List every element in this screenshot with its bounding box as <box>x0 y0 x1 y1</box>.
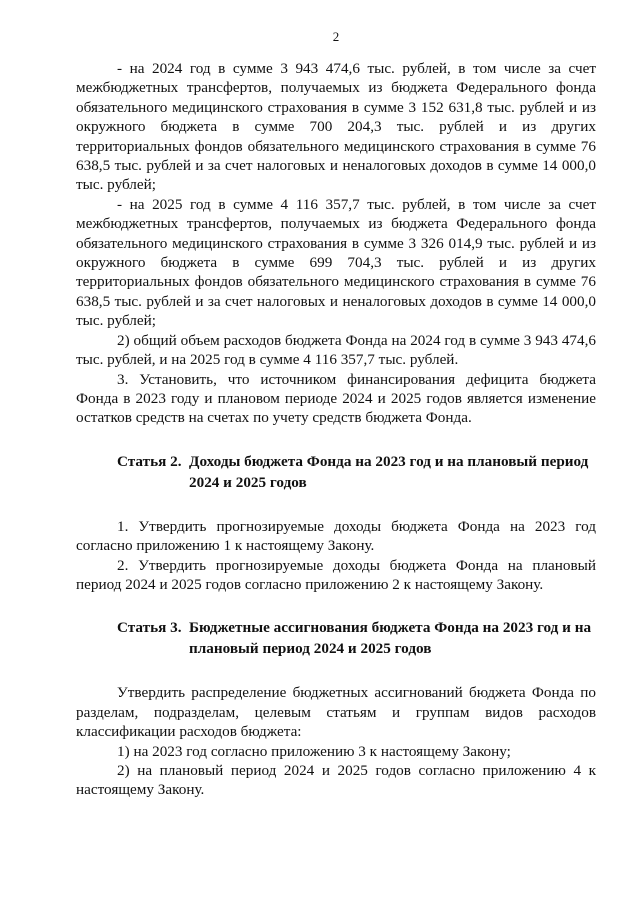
article-3-paragraph-1: Утвердить распределение бюджетных ассигнований бюджета Фонда по разделам, подразделам, целевым статьям и группам видов расходов классификации расходов бюджета: <box>76 684 596 741</box>
spacer <box>76 493 596 517</box>
document-body <box>76 59 596 800</box>
article-2-title: Доходы бюджета Фонда на 2023 год и на плановый период 2024 и 2025 годов <box>189 452 589 491</box>
spacer <box>76 428 596 451</box>
article-3-number: Статья 3. <box>117 619 182 637</box>
spacer <box>76 594 596 617</box>
paragraph-expenses-total: 2) общий объем расходов бюджета Фонда на 2024 год в сумме 3 943 474,6 тыс. рублей, и на 2025 год в сумме 4 116 357,7 тыс. рублей. <box>76 331 596 369</box>
article-2-heading <box>76 451 596 493</box>
article-3-title: Бюджетные ассигнования бюджета Фонда на 2023 год и на плановый период 2024 и 2025 годов <box>189 619 592 658</box>
paragraph-revenue-2024: - на 2024 год в сумме 3 943 474,6 тыс. рублей, в том числе за счет межбюджетных трансфертов, получаемых из бюджета Федерального фонда обязательного медицинского страхования в сумме 3 152 631,8 тыс. рублей и из окружного бюджета в сумме 700 204,3 тыс. рублей и из других территориальных фондов обязательного медицинского страхования в сумме 76 638,5 тыс. рублей и за счет налоговых и неналоговых доходов в сумме 14 000,0 тыс. рублей; <box>76 60 596 194</box>
page-number: 2 <box>332 29 340 44</box>
article-2-paragraph-1: 1. Утвердить прогнозируемые доходы бюджета Фонда на 2023 год согласно приложению 1 к настоящему Закону. <box>76 517 596 555</box>
article-2-number: Статья 2. <box>117 452 182 470</box>
spacer <box>76 659 596 683</box>
article-3-heading <box>76 617 596 659</box>
paragraph-revenue-2025: - на 2025 год в сумме 4 116 357,7 тыс. рублей, в том числе за счет межбюджетных трансфертов, получаемых из бюджета Федерального фонда обязательного медицинского страхования в сумме 3 326 014,9 тыс. рублей и из окружного бюджета в сумме 699 704,3 тыс. рублей и из других территориальных фондов обязательного медицинского страхования в сумме 76 638,5 тыс. рублей и за счет налоговых и неналоговых доходов в сумме 14 000,0 тыс. рублей; <box>76 195 596 330</box>
article-3-paragraph-2: 1) на 2023 год согласно приложению 3 к настоящему Закону; <box>117 742 511 760</box>
article-2-paragraph-2: 2. Утвердить прогнозируемые доходы бюджета Фонда на плановый период 2024 и 2025 годов согласно приложению 2 к настоящему Закону. <box>76 556 596 593</box>
paragraph-deficit-source: 3. Установить, что источником финансирования дефицита бюджета Фонда в 2023 году и плановом периоде 2024 и 2025 годов является изменение остатков средств на счетах по учету средств бюджета Фонда. <box>76 370 596 427</box>
article-3-paragraph-3: 2) на плановый период 2024 и 2025 годов согласно приложению 4 к настоящему Закону. <box>76 761 596 799</box>
